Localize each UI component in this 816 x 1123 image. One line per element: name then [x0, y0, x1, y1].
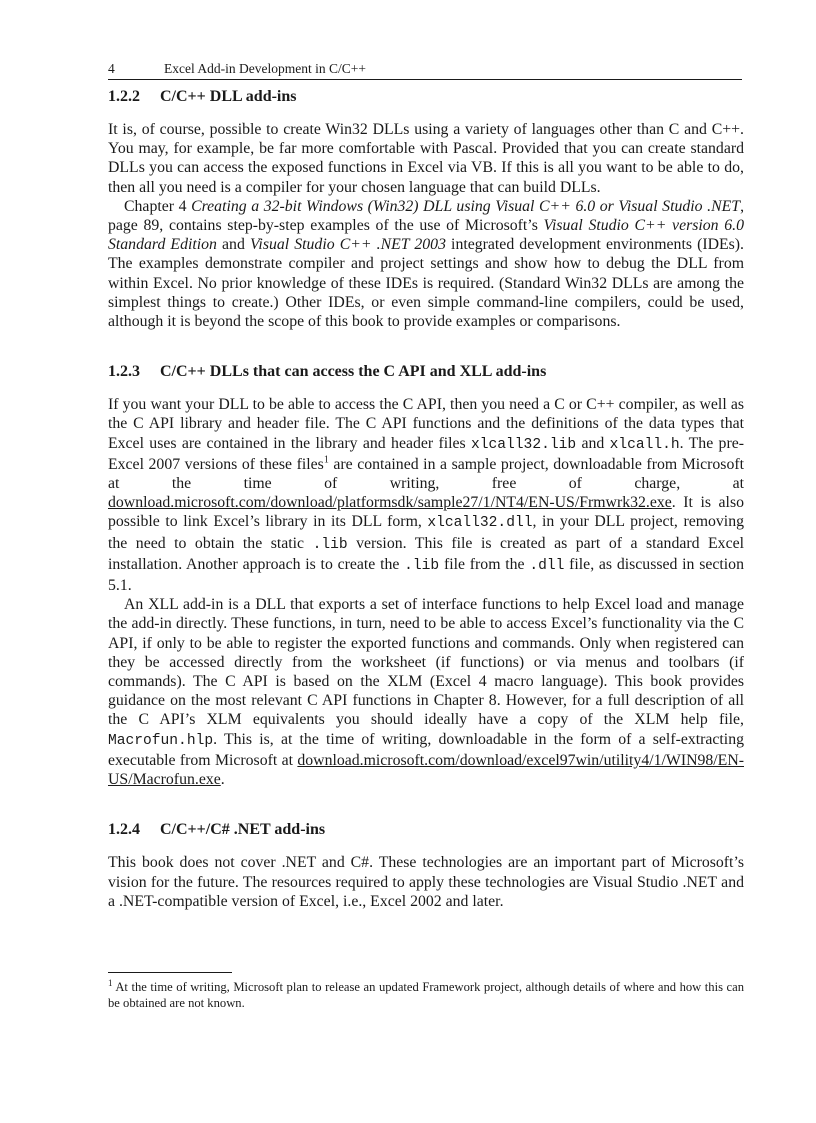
product-name-italic: Visual Studio C++ version 6.0 Standard Edition	[108, 217, 745, 254]
paragraph	[108, 197, 744, 331]
text-run: . The pre-Excel 2007 versions of these files	[108, 434, 744, 473]
code-filename: xlcall32.dll	[427, 515, 533, 532]
code-filename: .lib	[404, 557, 440, 574]
section-number: 1.2.2	[108, 88, 140, 105]
page-number: 4	[108, 61, 115, 76]
chapter-title-italic: Creating a 32-bit Windows (Win32) DLL using Visual C++ 6.0 or Visual Studio .NET	[191, 197, 741, 215]
paragraph	[108, 395, 744, 595]
text-run: version. This file is created as part of a standard Excel installation. Another approach is to create the	[108, 534, 744, 573]
code-filename: .lib	[312, 536, 348, 553]
text-run: , in your DLL project, removing the need to obtain the static	[108, 513, 744, 552]
text-run: and	[576, 434, 610, 452]
section-title: C/C++ DLLs that can access the C API and XLL add-ins	[160, 363, 547, 381]
running-title: Excel Add-in Development in C/C++	[164, 61, 366, 76]
text-run: .	[220, 771, 225, 789]
footnote-number: 1	[108, 977, 113, 988]
section-title: C/C++/C# .NET add-ins	[160, 821, 326, 839]
footnote-marker[interactable]: 1	[323, 454, 329, 466]
text-run: An XLL add-in is a DLL that exports a set of interface functions to help Excel load and manage the add-in directly. These functions, in turn, need to be able to access Excel’s functionality via the C API, if only to be able to register the exported functions and commands. Only when registered can they be accessed directly from the worksheet (if functions) or via menus and toolbars (if commands). The C API is based on the XLM (Excel 4 macro language). This book provides guidance on the most relevant C API functions in Chapter 8. However, for a full description of all the C API’s XLM equivalents you should ideally have a copy of the XLM help file,	[108, 596, 744, 729]
section-heading-1-2-2	[108, 86, 744, 108]
section-number: 1.2.3	[108, 363, 140, 381]
section-heading-1-2-4	[108, 819, 744, 841]
paragraph	[108, 120, 744, 197]
paragraph-text: This book does not cover .NET and C#. These technologies are an important part of Microsoft’s vision for the future. The resources required to apply these technologies are Visual Studio .NET and a .NET-compatible version of Excel, i.e., Excel 2002 and later.	[108, 854, 744, 910]
text-run: Chapter 4	[124, 197, 192, 215]
page-body	[108, 86, 744, 911]
section-number: 1.2.4	[108, 821, 140, 839]
paragraph	[108, 853, 744, 911]
footnote-rule	[108, 972, 232, 973]
text-run: file from the	[439, 555, 530, 573]
text-run: and	[216, 236, 250, 254]
code-filename: .dll	[529, 557, 565, 574]
footnote-text: At the time of writing, Microsoft plan to release an updated Framework project, although details of where and how this can be obtained are not known.	[108, 980, 744, 1010]
section-heading-1-2-3	[108, 361, 744, 383]
code-filename: Macrofun.hlp	[108, 732, 214, 749]
text-run: . It is also possible to link Excel’s library in its DLL form,	[108, 494, 744, 531]
text-run: , page 89, contains step-by-step examples of the use of Microsoft’s	[108, 197, 745, 235]
section-title: C/C++ DLL add-ins	[160, 88, 297, 105]
text-run: integrated development environments (IDEs). The examples demonstrate compiler and project settings and show how to debug the DLL from within Excel. No prior knowledge of these IDEs is required. (Standard Win32 DLLs are among the simplest things to create.) Other IDEs, or even simple command-line compilers, could be used, although it is beyond the scope of this book to provide examples or comparisons.	[108, 236, 744, 331]
paragraph	[108, 595, 744, 789]
text-run: If you want your DLL to be able to access the C API, then you need a C or C++ compiler, as well as the C API library and header file. The C API functions and the definitions of the data types that Excel uses are contained in the library and header files	[108, 396, 744, 452]
product-name-italic: Visual Studio C++ .NET 2003	[249, 236, 446, 254]
footnote	[108, 979, 744, 1011]
code-filename: xlcall32.lib	[471, 436, 577, 453]
code-filename: xlcall.h	[609, 436, 680, 453]
running-header	[108, 59, 742, 80]
text-run: are contained in a sample project, downloadable from Microsoft at the time of writing, free of charge, at	[108, 455, 744, 493]
download-link-frmwrk32[interactable]: download.microsoft.com/download/platformsdk/sample27/1/NT4/EN-US/Frmwrk32.exe	[108, 494, 672, 512]
paragraph-text: It is, of course, possible to create Win32 DLLs using a variety of languages other than C and C++. You may, for example, be far more comfortable with Pascal. Provided that you can create standard DLLs you can access the exposed functions in Excel via VB. If this is all you want to be able to do, then all you need is a compiler for your chosen language that can build DLLs.	[108, 121, 744, 196]
text-run: . This is, at the time of writing, downloadable in the form of a self-extracting executable from Microsoft at	[108, 730, 744, 769]
text-run: file, as discussed in section 5.1.	[108, 555, 744, 595]
download-link-macrofun[interactable]: download.microsoft.com/download/excel97win/utility4/1/WIN98/EN-US/Macrofun.exe	[108, 751, 744, 789]
